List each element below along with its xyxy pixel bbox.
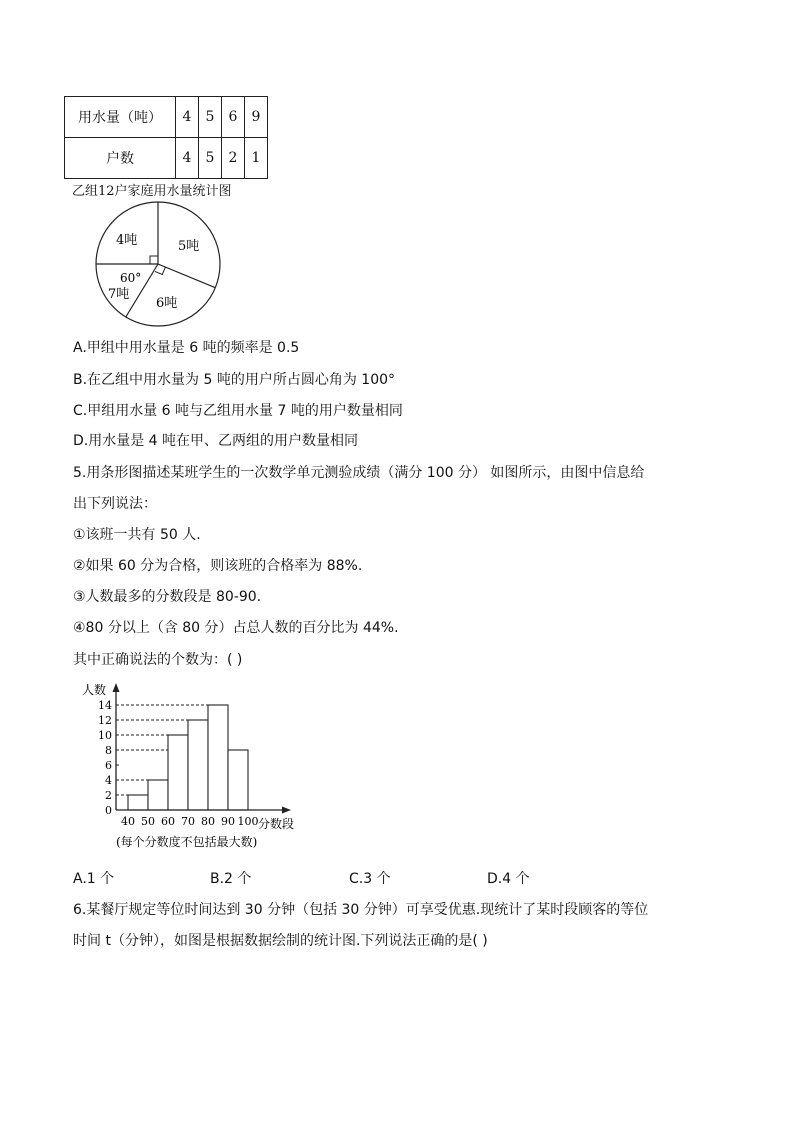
x-tick-label: 40 (121, 815, 135, 828)
y-tick-label: 12 (98, 714, 112, 727)
bar (148, 780, 168, 810)
x-tick-label: 80 (201, 815, 215, 828)
y-tick-label: 6 (105, 759, 112, 772)
q5-option-b: B.2 个 (210, 871, 252, 887)
y-tick-label: 0 (105, 804, 112, 817)
x-tick-label: 100 (237, 815, 259, 828)
table-cell: 4 (176, 97, 199, 138)
table-cell: 4 (176, 138, 199, 179)
pie-label-5t: 5吨 (178, 239, 200, 254)
q5-question: 其中正确说法的个数为：( ) (73, 652, 243, 668)
y-axis-arrow (113, 683, 120, 692)
x-tick-label: 90 (221, 815, 235, 828)
q4-option-c: C.甲组用水量 6 吨与乙组用水量 7 吨的用户数量相同 (73, 403, 403, 419)
bar (228, 750, 248, 810)
bar (208, 705, 228, 810)
table-row (65, 138, 268, 179)
q5-statement-4: ④80 分以上（含 80 分）占总人数的百分比为 44%. (73, 620, 399, 636)
pie-title: 乙组12户家庭用水量统计图 (72, 184, 232, 199)
right-angle-mark (155, 267, 166, 274)
table-cell: 5 (199, 97, 222, 138)
row-header: 户数 (65, 138, 176, 179)
q5-stem-line1: 5.用条形图描述某班学生的一次数学单元测验成绩（满分 100 分） 如图所示，由图中信息给 (73, 465, 645, 481)
y-tick-label: 2 (105, 789, 112, 802)
pie-divider (158, 264, 215, 288)
x-tick-label: 70 (181, 815, 195, 828)
q4-option-a: A.甲组中用水量是 6 吨的频率是 0.5 (73, 340, 300, 356)
water-usage-table (64, 96, 268, 179)
x-tick-label: 50 (141, 815, 155, 828)
x-tick-label: 60 (161, 815, 175, 828)
table-cell: 1 (245, 138, 268, 179)
y-tick-label: 14 (98, 699, 112, 712)
score-bar-chart (70, 678, 320, 858)
q4-option-b: B.在乙组中用水量为 5 吨的用户所占圆心角为 100° (73, 372, 396, 388)
table-cell: 6 (222, 97, 245, 138)
chart-note: (每个分数度不包括最大数) (116, 835, 258, 849)
y-tick-label: 10 (98, 729, 112, 742)
q6-stem-line1: 6.某餐厅规定等位时间达到 30 分钟（包括 30 分钟）可享受优惠.现统计了某时段顾客的等位 (73, 902, 649, 918)
q5-statement-2: ②如果 60 分为合格，则该班的合格率为 88%. (73, 558, 363, 574)
table-row (65, 97, 268, 138)
pie-chart (90, 196, 230, 332)
pie-label-6t: 6吨 (156, 296, 178, 311)
pie-label-4t: 4吨 (116, 233, 138, 248)
right-angle-mark (150, 256, 158, 264)
row-header: 用水量（吨） (65, 97, 176, 138)
y-tick-label: 8 (105, 744, 112, 757)
table-cell: 5 (199, 138, 222, 179)
x-axis-arrow (282, 807, 291, 814)
y-axis-label: 人数 (82, 683, 107, 697)
table-cell: 2 (222, 138, 245, 179)
pie-label-7t: 7吨 (108, 287, 130, 302)
q4-option-d: D.用水量是 4 吨在甲、乙两组的用户数量相同 (73, 433, 359, 449)
bar (128, 795, 148, 810)
q5-option-d: D.4 个 (487, 871, 530, 887)
q5-statement-1: ①该班一共有 50 人. (73, 527, 201, 543)
pie-angle-label: 60° (120, 271, 142, 285)
q5-option-c: C.3 个 (349, 871, 391, 887)
q5-statement-3: ③人数最多的分数段是 80-90. (73, 589, 262, 605)
bar (168, 735, 188, 810)
table-cell: 9 (245, 97, 268, 138)
x-axis-label: 分数段 (258, 817, 295, 831)
bar (188, 720, 208, 810)
q6-stem-line2: 时间 t（分钟），如图是根据数据绘制的统计图.下列说法正确的是( ) (73, 933, 488, 949)
q5-option-a: A.1 个 (73, 871, 115, 887)
y-tick-label: 4 (105, 774, 112, 787)
q5-stem-line2: 出下列说法： (73, 496, 157, 512)
